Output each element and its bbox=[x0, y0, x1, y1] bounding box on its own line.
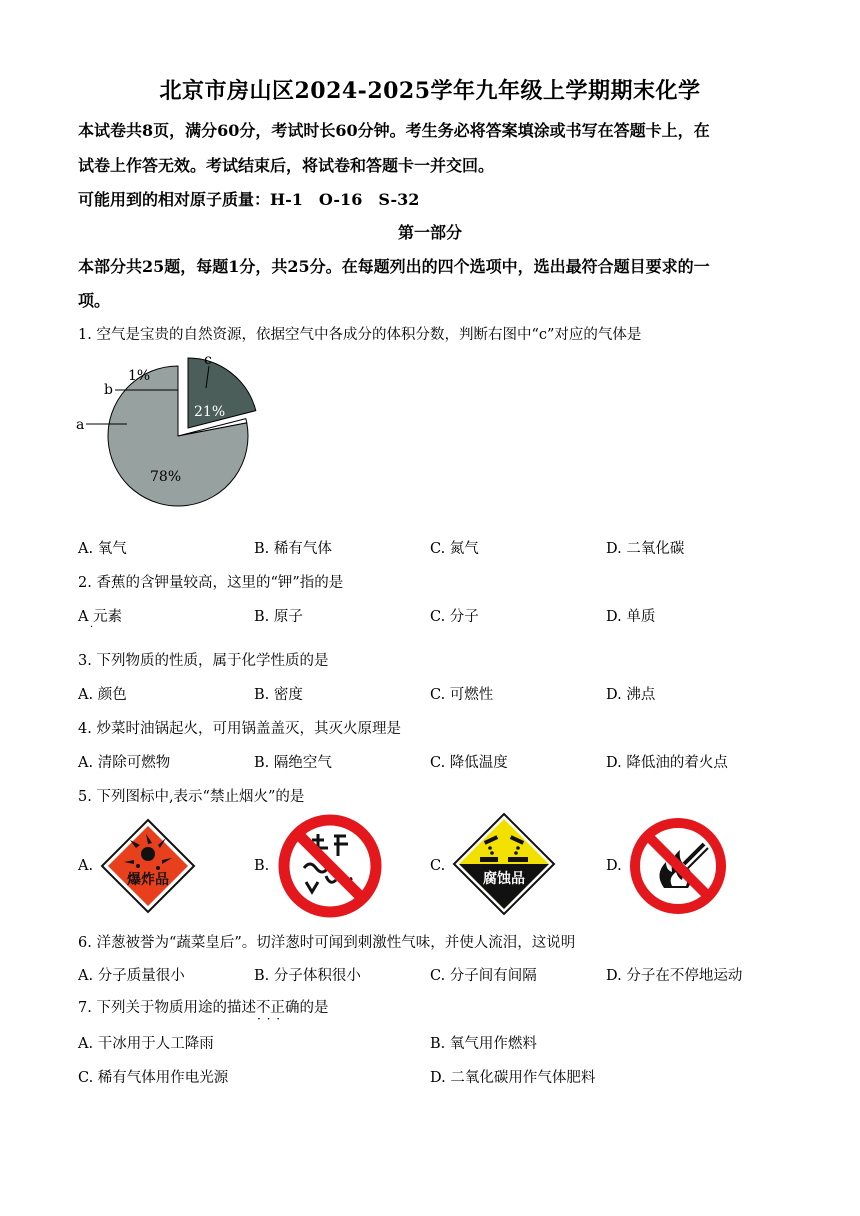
q6-option-b[interactable]: B. 分子体积很小 bbox=[254, 968, 361, 984]
q2-option-b[interactable]: B. 原子 bbox=[254, 609, 303, 625]
question-7-emphasis: 不正确 · · · bbox=[256, 1000, 300, 1016]
q3-option-a[interactable]: A. 颜色 bbox=[78, 687, 127, 703]
q4-option-b[interactable]: B. 隔绝空气 bbox=[254, 755, 332, 771]
question-6-stem: 6. 洋葱被誉为“蔬菜皇后”。切洋葱时可闻到刺激性气味，并使人流泪，这说明 bbox=[78, 935, 576, 951]
category-label-a: a bbox=[76, 417, 85, 433]
no-fire-sign-icon bbox=[628, 816, 728, 916]
pie-chart bbox=[72, 350, 272, 520]
q5-option-c[interactable]: C. bbox=[430, 858, 446, 874]
intro-line-1: 本试卷共8页，满分60分，考试时长60分钟。考生务必将答案填涂或书写在答题卡上，在 bbox=[78, 121, 710, 140]
q4-option-a[interactable]: A. 清除可燃物 bbox=[78, 755, 171, 771]
q5-option-a[interactable]: A. bbox=[78, 858, 94, 874]
q4-option-d[interactable]: D. 降低油的着火点 bbox=[606, 755, 728, 771]
question-3-stem: 3. 下列物质的性质，属于化学性质的是 bbox=[78, 653, 329, 669]
category-label-b: b bbox=[104, 382, 113, 398]
page-title: 北京市房山区2024-2025学年九年级上学期期末化学 bbox=[159, 78, 701, 104]
q5-option-d[interactable]: D. bbox=[606, 858, 622, 874]
question-7-stem-pre: 7. 下列关于物质用途的描述 bbox=[78, 1000, 256, 1016]
stray-dot: · bbox=[90, 622, 94, 633]
q1-option-b[interactable]: B. 稀有气体 bbox=[254, 541, 332, 557]
data-label-b: 1% bbox=[128, 368, 151, 384]
q7-option-c[interactable]: C. 稀有气体用作电光源 bbox=[78, 1070, 229, 1086]
q6-option-c[interactable]: C. 分子间有间隔 bbox=[430, 968, 537, 984]
part-desc-1: 本部分共25题，每题1分，共25分。在每题列出的四个选项中，选出最符合题目要求的一 bbox=[78, 257, 710, 276]
data-label-c: 21% bbox=[194, 404, 226, 420]
corrosive-sign-icon bbox=[452, 812, 556, 916]
q6-option-a[interactable]: A. 分子质量很小 bbox=[78, 968, 185, 984]
part-heading: 第一部分 bbox=[397, 223, 462, 242]
q1-option-c[interactable]: C. 氮气 bbox=[430, 541, 479, 557]
question-5-stem: 5. 下列图标中,表示“禁止烟火”的是 bbox=[78, 789, 305, 805]
no-smoking-sign-icon bbox=[276, 812, 384, 920]
q6-option-d[interactable]: D. 分子在不停地运动 bbox=[606, 968, 743, 984]
atomic-masses: 可能用到的相对原子质量：H-1 O-16 S-32 bbox=[78, 190, 420, 209]
q4-option-c[interactable]: C. 降低温度 bbox=[430, 755, 508, 771]
question-7-stem-post: 的是 bbox=[299, 1000, 329, 1016]
q1-option-a[interactable]: A. 氧气 bbox=[78, 541, 127, 557]
question-1-stem: 1. 空气是宝贵的自然资源，依据空气中各成分的体积分数，判断右图中“c”对应的气体是 bbox=[78, 327, 642, 343]
q5-option-b[interactable]: B. bbox=[254, 858, 270, 874]
q7-option-d[interactable]: D. 二氧化碳用作气体肥料 bbox=[430, 1070, 596, 1086]
data-label-a: 78% bbox=[150, 469, 182, 485]
question-7-stem bbox=[78, 996, 328, 1017]
q3-option-d[interactable]: D. 沸点 bbox=[606, 687, 656, 703]
part-desc-2: 项。 bbox=[78, 291, 111, 310]
explosive-sign-label: 爆炸品 bbox=[127, 872, 169, 888]
intro-line-2: 试卷上作答无效。考试结束后，将试卷和答题卡一并交回。 bbox=[78, 156, 495, 175]
corrosive-sign-label: 腐蚀品 bbox=[483, 871, 525, 887]
q2-option-c[interactable]: C. 分子 bbox=[430, 609, 479, 625]
category-label-c: c bbox=[204, 352, 212, 368]
q3-option-b[interactable]: B. 密度 bbox=[254, 687, 303, 703]
q3-option-c[interactable]: C. 可燃性 bbox=[430, 687, 494, 703]
question-4-stem: 4. 炒菜时油锅起火，可用锅盖盖灭，其灭火原理是 bbox=[78, 721, 401, 737]
q7-option-b[interactable]: B. 氧气用作燃料 bbox=[430, 1036, 537, 1052]
explosive-sign-icon bbox=[100, 818, 196, 914]
q2-option-d[interactable]: D. 单质 bbox=[606, 609, 656, 625]
q1-option-d[interactable]: D. 二氧化碳 bbox=[606, 541, 685, 557]
q2-option-a[interactable]: A 元素 bbox=[78, 609, 123, 625]
question-2-stem: 2. 香蕉的含钾量较高，这里的“钾”指的是 bbox=[78, 575, 344, 591]
q7-option-a[interactable]: A. 干冰用于人工降雨 bbox=[78, 1036, 214, 1052]
